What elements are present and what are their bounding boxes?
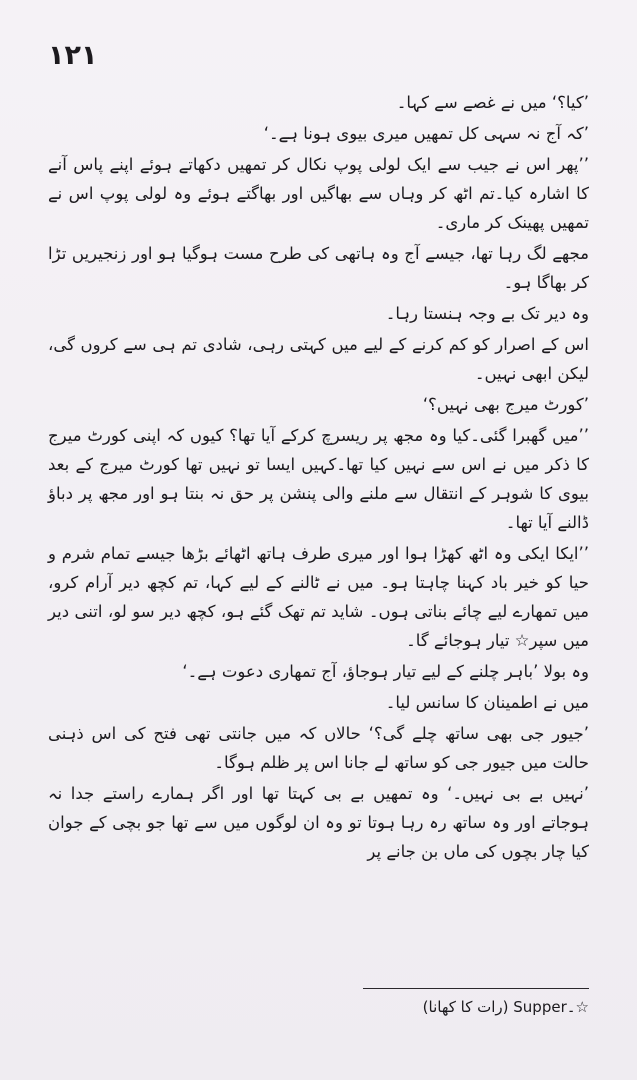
page-text <box>48 88 589 868</box>
paragraph: ’کورٹ میرج بھی نہیں؟‘ <box>422 395 589 414</box>
paragraph: اس کے اصرار کو کم کرنے کے لیے میں کہتی رہی، شادی تم ہی سے کروں گی، لیکن ابھی نہیں۔ <box>48 335 589 383</box>
paragraph: مجھے لگ رہا تھا، جیسے آج وہ ہاتھی کی طرح مست ہوگیا ہو اور زنجیریں تڑا کر بھاگا ہو۔ <box>48 244 589 292</box>
paragraph: میں نے اطمینان کا سانس لیا۔ <box>385 693 589 712</box>
paragraph: ’’ایکا ایکی وہ اٹھ کھڑا ہوا اور میری طرف ہاتھ اٹھائے بڑھا جیسے تمام شرم و حیا کو خیر باد کہنا چاہتا ہو۔ میں نے ٹالنے کے لیے کہا، تم کچھ دیر آرام کرو، میں تمھارے لیے چائے بناتی ہوں۔ شاید تم تھک گئے ہو، کچھ دیر سو لو، اتنی دیر میں سپر☆ تیار ہوجائے گا۔ <box>48 544 589 650</box>
footnote-divider <box>363 988 589 989</box>
footnote: ☆۔Supper (رات کا کھانا) <box>422 998 589 1016</box>
paragraph: وہ بولا ’باہر چلنے کے لیے تیار ہوجاؤ، آج تمھاری دعوت ہے۔‘ <box>182 662 589 681</box>
paragraph: ’کیا؟‘ میں نے غصے سے کہا۔ <box>396 93 589 112</box>
paragraph: ’’میں گھبرا گئی۔کیا وہ مجھ پر ریسرچ کرکے آیا تھا؟ کیوں کہ اپنی کورٹ میرج کا ذکر میں نے اس سے نہیں کیا تھا۔کہیں ایسا تو نہیں تھا کورٹ میرج کے بعد بیوی کا شوہر کے انتقال سے ملنے والی پنشن پر حق نہ بنتا ہو اور مجھ پر دباؤ ڈالنے آیا تھا۔ <box>48 426 589 532</box>
paragraph: ’کہ آج نہ سہی کل تمھیں میری بیوی ہونا ہے۔‘ <box>263 124 589 143</box>
paragraph: وہ دیر تک بے وجہ ہنستا رہا۔ <box>385 304 589 323</box>
page-number: ۱۲۱ <box>48 40 98 71</box>
paragraph: ’نہیں بے بی نہیں۔‘ وہ تمھیں بے بی کہتا تھا اور اگر ہمارے راستے جدا نہ ہوجاتے اور وہ ساتھ رہ رہا ہوتا تو وہ ان لوگوں میں سے تھا جو بچی کے جوان کیا چار بچوں کی ماں بن جانے پر <box>48 784 589 861</box>
paragraph: ’جیور جی بھی ساتھ چلے گی؟‘ حالاں کہ میں جانتی تھی فتح کی اس ذہنی حالت میں جیور جی کو ساتھ لے جانا اس پر ظلم ہوگا۔ <box>48 724 589 772</box>
paragraph: ’’پھر اس نے جیب سے ایک لولی پوپ نکال کر تمھیں دکھاتے ہوئے اپنے پاس آنے کا اشارہ کیا۔تم اٹھ کر وہاں سے بھاگیں اور بھاگتے ہوئے وہ لولی پوپ اس نے تمھیں پھینک کر ماری۔ <box>48 155 589 232</box>
